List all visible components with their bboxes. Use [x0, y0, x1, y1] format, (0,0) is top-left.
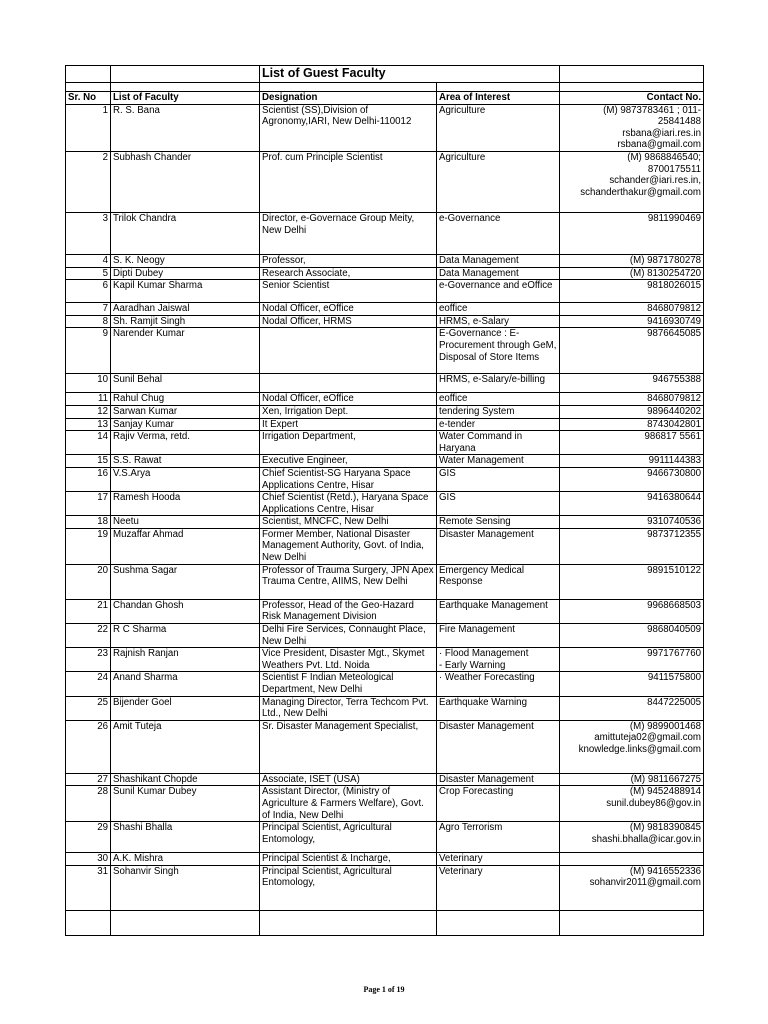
table-row — [66, 822, 704, 853]
header-contact: Contact No. — [560, 92, 704, 105]
row-designation: Chief Scientist-SG Haryana Space Applications Centre, Hisar — [260, 467, 437, 491]
row-faculty-name: Shashikant Chopde — [111, 773, 260, 786]
row-sr-no: 22 — [66, 624, 111, 648]
area-line: eoffice — [439, 303, 468, 315]
contact-line: 986817 5561 — [644, 431, 702, 443]
contact-line: 9811990469 — [647, 212, 702, 224]
row-designation: Associate, ISET (USA) — [260, 773, 437, 786]
row-designation: Principal Scientist & Incharge, — [260, 853, 437, 866]
row-contact — [560, 455, 704, 468]
row-faculty-name: Sushma Sagar — [111, 564, 260, 599]
row-contact — [560, 865, 704, 910]
row-designation: Principal Scientist, Agricultural Entomology, — [260, 822, 437, 853]
row-sr-no: 10 — [66, 374, 111, 393]
contact-line: 946755388 — [652, 374, 702, 386]
row-faculty-name: Dipti Dubey — [111, 267, 260, 280]
area-line: Water Management — [439, 455, 524, 467]
row-contact — [560, 853, 704, 866]
row-area-of-interest — [437, 393, 560, 406]
row-faculty-name: Anand Sharma — [111, 672, 260, 696]
table-row-empty — [66, 910, 704, 935]
row-contact — [560, 303, 704, 316]
spacer-row — [66, 83, 704, 92]
header-sr-no: Sr. No — [66, 92, 111, 105]
table-row — [66, 104, 704, 151]
row-contact — [560, 624, 704, 648]
row-faculty-name: S. K. Neogy — [111, 254, 260, 267]
contact-line: 9416380644 — [647, 492, 702, 504]
row-designation: Nodal Officer, eOffice — [260, 303, 437, 316]
contact-line: 8743042801 — [647, 418, 702, 430]
table-row — [66, 280, 704, 303]
contact-line: 8468079812 — [647, 303, 702, 315]
table-row — [66, 648, 704, 672]
row-faculty-name: R C Sharma — [111, 624, 260, 648]
area-line: Disaster Management — [439, 528, 534, 540]
area-line: eoffice — [439, 393, 468, 405]
row-designation: It Expert — [260, 418, 437, 431]
row-faculty-name: S.S. Rawat — [111, 455, 260, 468]
table-row — [66, 151, 704, 212]
row-contact — [560, 374, 704, 393]
contact-line: (M) 9818390845 — [629, 822, 702, 834]
area-line: e-Governance — [439, 212, 501, 224]
row-contact — [560, 564, 704, 599]
contact-line: 8447225005 — [647, 696, 702, 708]
faculty-table — [65, 65, 704, 936]
contact-line: 9911144383 — [648, 455, 702, 467]
row-area-of-interest — [437, 564, 560, 599]
row-area-of-interest — [437, 492, 560, 516]
page-footer: Page 1 of 19 — [363, 985, 405, 994]
row-contact — [560, 328, 704, 374]
faculty-sheet — [65, 65, 703, 936]
area-line: tendering System — [439, 405, 515, 417]
row-sr-no: 14 — [66, 431, 111, 455]
row-area-of-interest — [437, 773, 560, 786]
row-sr-no: 13 — [66, 418, 111, 431]
area-line: Fire Management — [439, 624, 515, 636]
table-row — [66, 624, 704, 648]
contact-line: (M) 9871780278 — [629, 254, 702, 266]
row-area-of-interest — [437, 516, 560, 529]
table-row — [66, 786, 704, 822]
row-designation: Principal Scientist, Agricultural Entomology, — [260, 865, 437, 910]
row-area-of-interest — [437, 303, 560, 316]
header-area: Area of Interest — [437, 92, 560, 105]
contact-line: knowledge.links@gmail.com — [578, 744, 702, 755]
row-faculty-name: Sunil Behal — [111, 374, 260, 393]
row-sr-no: 20 — [66, 564, 111, 599]
contact-line: 9868040509 — [647, 624, 702, 636]
row-faculty-name: Sh. Ramjit Singh — [111, 315, 260, 328]
contact-line: schander@iari.res.in, — [609, 175, 702, 187]
area-line: e-Governance and eOffice — [439, 280, 553, 292]
row-faculty-name: Sunil Kumar Dubey — [111, 786, 260, 822]
table-row — [66, 599, 704, 623]
row-designation: Senior Scientist — [260, 280, 437, 303]
row-sr-no: 7 — [66, 303, 111, 316]
area-line: Disaster Management — [439, 720, 534, 732]
row-area-of-interest — [437, 455, 560, 468]
table-row — [66, 418, 704, 431]
table-row — [66, 328, 704, 374]
row-contact — [560, 492, 704, 516]
row-sr-no: 15 — [66, 455, 111, 468]
row-faculty-name: Rajnish Ranjan — [111, 648, 260, 672]
row-faculty-name: Muzaffar Ahmad — [111, 528, 260, 564]
row-contact — [560, 467, 704, 491]
area-line: Disaster Management — [439, 773, 534, 785]
row-contact — [560, 418, 704, 431]
row-designation: Managing Director, Terra Techcom Pvt. Ltd., New Delhi — [260, 696, 437, 720]
area-line: - Early Warning — [439, 659, 506, 671]
row-contact — [560, 405, 704, 418]
row-contact — [560, 516, 704, 529]
contact-line: (M) 9452488914 — [629, 786, 702, 798]
header-row — [66, 92, 704, 105]
row-sr-no: 9 — [66, 328, 111, 374]
row-sr-no: 11 — [66, 393, 111, 406]
area-line: Agro Terrorism — [439, 822, 503, 834]
row-area-of-interest — [437, 599, 560, 623]
contact-line: (M) 9899001468 — [629, 720, 702, 732]
row-contact — [560, 212, 704, 254]
row-designation: Xen, Irrigation Dept. — [260, 405, 437, 418]
row-area-of-interest — [437, 280, 560, 303]
table-row — [66, 374, 704, 393]
area-line: · Weather Forecasting — [439, 672, 535, 684]
row-contact — [560, 280, 704, 303]
table-row — [66, 492, 704, 516]
row-contact — [560, 254, 704, 267]
row-contact — [560, 599, 704, 623]
row-area-of-interest — [437, 528, 560, 564]
row-area-of-interest — [437, 865, 560, 910]
area-line: Veterinary — [439, 865, 483, 877]
row-faculty-name: Rahul Chug — [111, 393, 260, 406]
contact-line: (M) 9868846540; — [627, 151, 702, 163]
row-sr-no: 24 — [66, 672, 111, 696]
row-sr-no: 26 — [66, 720, 111, 773]
area-line: Remote Sensing — [439, 516, 511, 528]
contact-line: 8700175511 — [647, 163, 702, 175]
row-area-of-interest — [437, 328, 560, 374]
table-row — [66, 564, 704, 599]
row-faculty-name: Rajiv Verma, retd. — [111, 431, 260, 455]
contact-line: 8468079812 — [647, 393, 702, 405]
row-designation: Scientist, MNCFC, New Delhi — [260, 516, 437, 529]
row-faculty-name: Amit Tuteja — [111, 720, 260, 773]
row-area-of-interest — [437, 431, 560, 455]
table-row — [66, 720, 704, 773]
contact-line: 9891510122 — [647, 564, 702, 576]
row-area-of-interest — [437, 624, 560, 648]
row-contact — [560, 431, 704, 455]
row-sr-no: 8 — [66, 315, 111, 328]
area-line: Earthquake Management — [439, 599, 548, 611]
contact-line: 9466730800 — [647, 467, 702, 479]
area-line: E-Governance : E-Procurement through GeM, Disposal of Store Items — [439, 328, 557, 363]
row-designation: Irrigation Department, — [260, 431, 437, 455]
row-designation: Research Associate, — [260, 267, 437, 280]
contact-line: sunil.dubey86@gov.in — [606, 798, 702, 809]
contact-line: 9873712355 — [647, 528, 702, 540]
row-area-of-interest — [437, 418, 560, 431]
row-area-of-interest — [437, 104, 560, 151]
area-line: · Flood Management — [439, 648, 529, 660]
row-contact — [560, 773, 704, 786]
table-row — [66, 405, 704, 418]
area-line: GIS — [439, 467, 456, 479]
row-contact — [560, 786, 704, 822]
row-area-of-interest — [437, 405, 560, 418]
contact-line: 9411575800 — [647, 672, 702, 684]
area-line: Crop Forecasting — [439, 786, 514, 798]
row-faculty-name: Chandan Ghosh — [111, 599, 260, 623]
row-area-of-interest — [437, 315, 560, 328]
row-faculty-name: A.K. Mishra — [111, 853, 260, 866]
row-area-of-interest — [437, 720, 560, 773]
row-sr-no: 5 — [66, 267, 111, 280]
row-contact — [560, 393, 704, 406]
row-faculty-name: Narender Kumar — [111, 328, 260, 374]
row-faculty-name: Aaradhan Jaiswal — [111, 303, 260, 316]
contact-line: 9876645085 — [647, 328, 702, 340]
table-row — [66, 315, 704, 328]
contact-line: (M) 8130254720 — [629, 267, 702, 279]
row-faculty-name: Sohanvir Singh — [111, 865, 260, 910]
contact-line: rsbana@gmail.com — [617, 139, 702, 151]
area-line: Emergency Medical Response — [439, 564, 525, 588]
table-row — [66, 672, 704, 696]
row-sr-no: 1 — [66, 104, 111, 151]
area-line: HRMS, e-Salary/e-billing — [439, 374, 546, 386]
table-row — [66, 516, 704, 529]
area-line: Earthquake Warning — [439, 696, 527, 708]
row-sr-no: 18 — [66, 516, 111, 529]
row-contact — [560, 672, 704, 696]
row-sr-no: 6 — [66, 280, 111, 303]
row-sr-no: 17 — [66, 492, 111, 516]
row-designation: Professor, Head of the Geo-Hazard Risk Management Division — [260, 599, 437, 623]
row-faculty-name: Trilok Chandra — [111, 212, 260, 254]
row-contact — [560, 151, 704, 212]
row-area-of-interest — [437, 267, 560, 280]
row-designation: Scientist (SS),Division of Agronomy,IARI, New Delhi-110012 — [260, 104, 437, 151]
table-row — [66, 455, 704, 468]
contact-line: 9968668503 — [647, 599, 702, 611]
contact-line: (M) 9416552336 — [629, 865, 702, 877]
row-area-of-interest — [437, 853, 560, 866]
page-title: List of Guest Faculty — [262, 66, 386, 80]
row-faculty-name: Neetu — [111, 516, 260, 529]
contact-line: shashi.bhalla@icar.gov.in — [591, 833, 702, 845]
row-designation: Sr. Disaster Management Specialist, — [260, 720, 437, 773]
contact-line: 9896440202 — [647, 405, 702, 417]
area-line: Data Management — [439, 254, 519, 266]
area-line: Veterinary — [439, 853, 483, 865]
row-sr-no: 28 — [66, 786, 111, 822]
row-designation — [260, 374, 437, 393]
row-faculty-name: Kapil Kumar Sharma — [111, 280, 260, 303]
row-faculty-name: R. S. Bana — [111, 104, 260, 151]
row-contact — [560, 267, 704, 280]
row-designation: Former Member, National Disaster Management Authority, Govt. of India, New Delhi — [260, 528, 437, 564]
table-row — [66, 212, 704, 254]
row-faculty-name: Ramesh Hooda — [111, 492, 260, 516]
row-area-of-interest — [437, 672, 560, 696]
title-row — [66, 66, 704, 83]
table-row — [66, 393, 704, 406]
row-faculty-name: Sarwan Kumar — [111, 405, 260, 418]
row-contact — [560, 822, 704, 853]
row-sr-no: 27 — [66, 773, 111, 786]
row-sr-no: 29 — [66, 822, 111, 853]
row-contact — [560, 648, 704, 672]
row-faculty-name: V.S.Arya — [111, 467, 260, 491]
row-area-of-interest — [437, 374, 560, 393]
row-area-of-interest — [437, 212, 560, 254]
row-designation: Prof. cum Principle Scientist — [260, 151, 437, 212]
row-designation: Director, e-Governace Group Meity, New Delhi — [260, 212, 437, 254]
row-designation: Scientist F Indian Meteological Department, New Delhi — [260, 672, 437, 696]
row-area-of-interest — [437, 822, 560, 853]
area-line: Data Management — [439, 267, 519, 279]
row-contact — [560, 528, 704, 564]
row-sr-no: 16 — [66, 467, 111, 491]
contact-line: 9818026015 — [647, 280, 702, 292]
area-line: Agriculture — [439, 104, 486, 116]
table-row — [66, 696, 704, 720]
area-line: e-tender — [439, 418, 476, 430]
table-row — [66, 528, 704, 564]
contact-line: rsbana@iari.res.in — [622, 127, 702, 139]
contact-line: sohanvir2011@gmail.com — [589, 877, 702, 889]
table-row — [66, 467, 704, 491]
row-faculty-name: Sanjay Kumar — [111, 418, 260, 431]
row-sr-no: 25 — [66, 696, 111, 720]
contact-line: schanderthakur@gmail.com — [580, 186, 702, 198]
row-area-of-interest — [437, 151, 560, 212]
row-area-of-interest — [437, 648, 560, 672]
row-faculty-name: Bijender Goel — [111, 696, 260, 720]
row-sr-no: 21 — [66, 599, 111, 623]
row-contact — [560, 696, 704, 720]
row-designation: Nodal Officer, HRMS — [260, 315, 437, 328]
contact-line: (M) 9811667275 — [630, 773, 702, 785]
table-row — [66, 267, 704, 280]
contact-line: 9310740536 — [647, 516, 702, 528]
area-line: HRMS, e-Salary — [439, 315, 509, 327]
contact-line: 9971767760 — [647, 648, 702, 660]
table-row — [66, 865, 704, 910]
table-row — [66, 853, 704, 866]
row-contact — [560, 104, 704, 151]
row-sr-no: 3 — [66, 212, 111, 254]
row-area-of-interest — [437, 467, 560, 491]
row-contact — [560, 720, 704, 773]
area-line: Water Command in Haryana — [439, 431, 523, 454]
table-row — [66, 254, 704, 267]
table-row — [66, 303, 704, 316]
contact-line: 9416930749 — [647, 315, 702, 327]
area-line: GIS — [439, 492, 456, 504]
row-faculty-name: Shashi Bhalla — [111, 822, 260, 853]
row-area-of-interest — [437, 786, 560, 822]
row-area-of-interest — [437, 254, 560, 267]
row-sr-no: 19 — [66, 528, 111, 564]
row-designation: Vice President, Disaster Mgt., Skymet Weathers Pvt. Ltd. Noida — [260, 648, 437, 672]
row-area-of-interest — [437, 696, 560, 720]
row-sr-no: 30 — [66, 853, 111, 866]
row-sr-no: 23 — [66, 648, 111, 672]
row-designation: Assistant Director, (Ministry of Agriculture & Farmers Welfare), Govt. of India, New Delhi — [260, 786, 437, 822]
row-sr-no: 12 — [66, 405, 111, 418]
row-designation: Professor, — [260, 254, 437, 267]
header-faculty: List of Faculty — [111, 92, 260, 105]
row-designation: Delhi Fire Services, Connaught Place, New Delhi — [260, 624, 437, 648]
table-row — [66, 431, 704, 455]
row-sr-no: 4 — [66, 254, 111, 267]
row-sr-no: 31 — [66, 865, 111, 910]
row-designation: Chief Scientist (Retd.), Haryana Space Applications Centre, Hisar — [260, 492, 437, 516]
row-designation: Professor of Trauma Surgery, JPN Apex Trauma Centre, AIIMS, New Delhi — [260, 564, 437, 599]
row-faculty-name: Subhash Chander — [111, 151, 260, 212]
area-line: Agriculture — [439, 151, 486, 163]
row-designation — [260, 328, 437, 374]
row-sr-no: 2 — [66, 151, 111, 212]
table-row — [66, 773, 704, 786]
row-designation: Nodal Officer, eOffice — [260, 393, 437, 406]
contact-line: (M) 9873783461 ; 011-25841488 — [603, 104, 702, 128]
contact-line: amittuteja02@gmail.com — [594, 732, 702, 744]
row-contact — [560, 315, 704, 328]
row-designation: Executive Engineer, — [260, 455, 437, 468]
header-designation: Designation — [260, 92, 437, 105]
